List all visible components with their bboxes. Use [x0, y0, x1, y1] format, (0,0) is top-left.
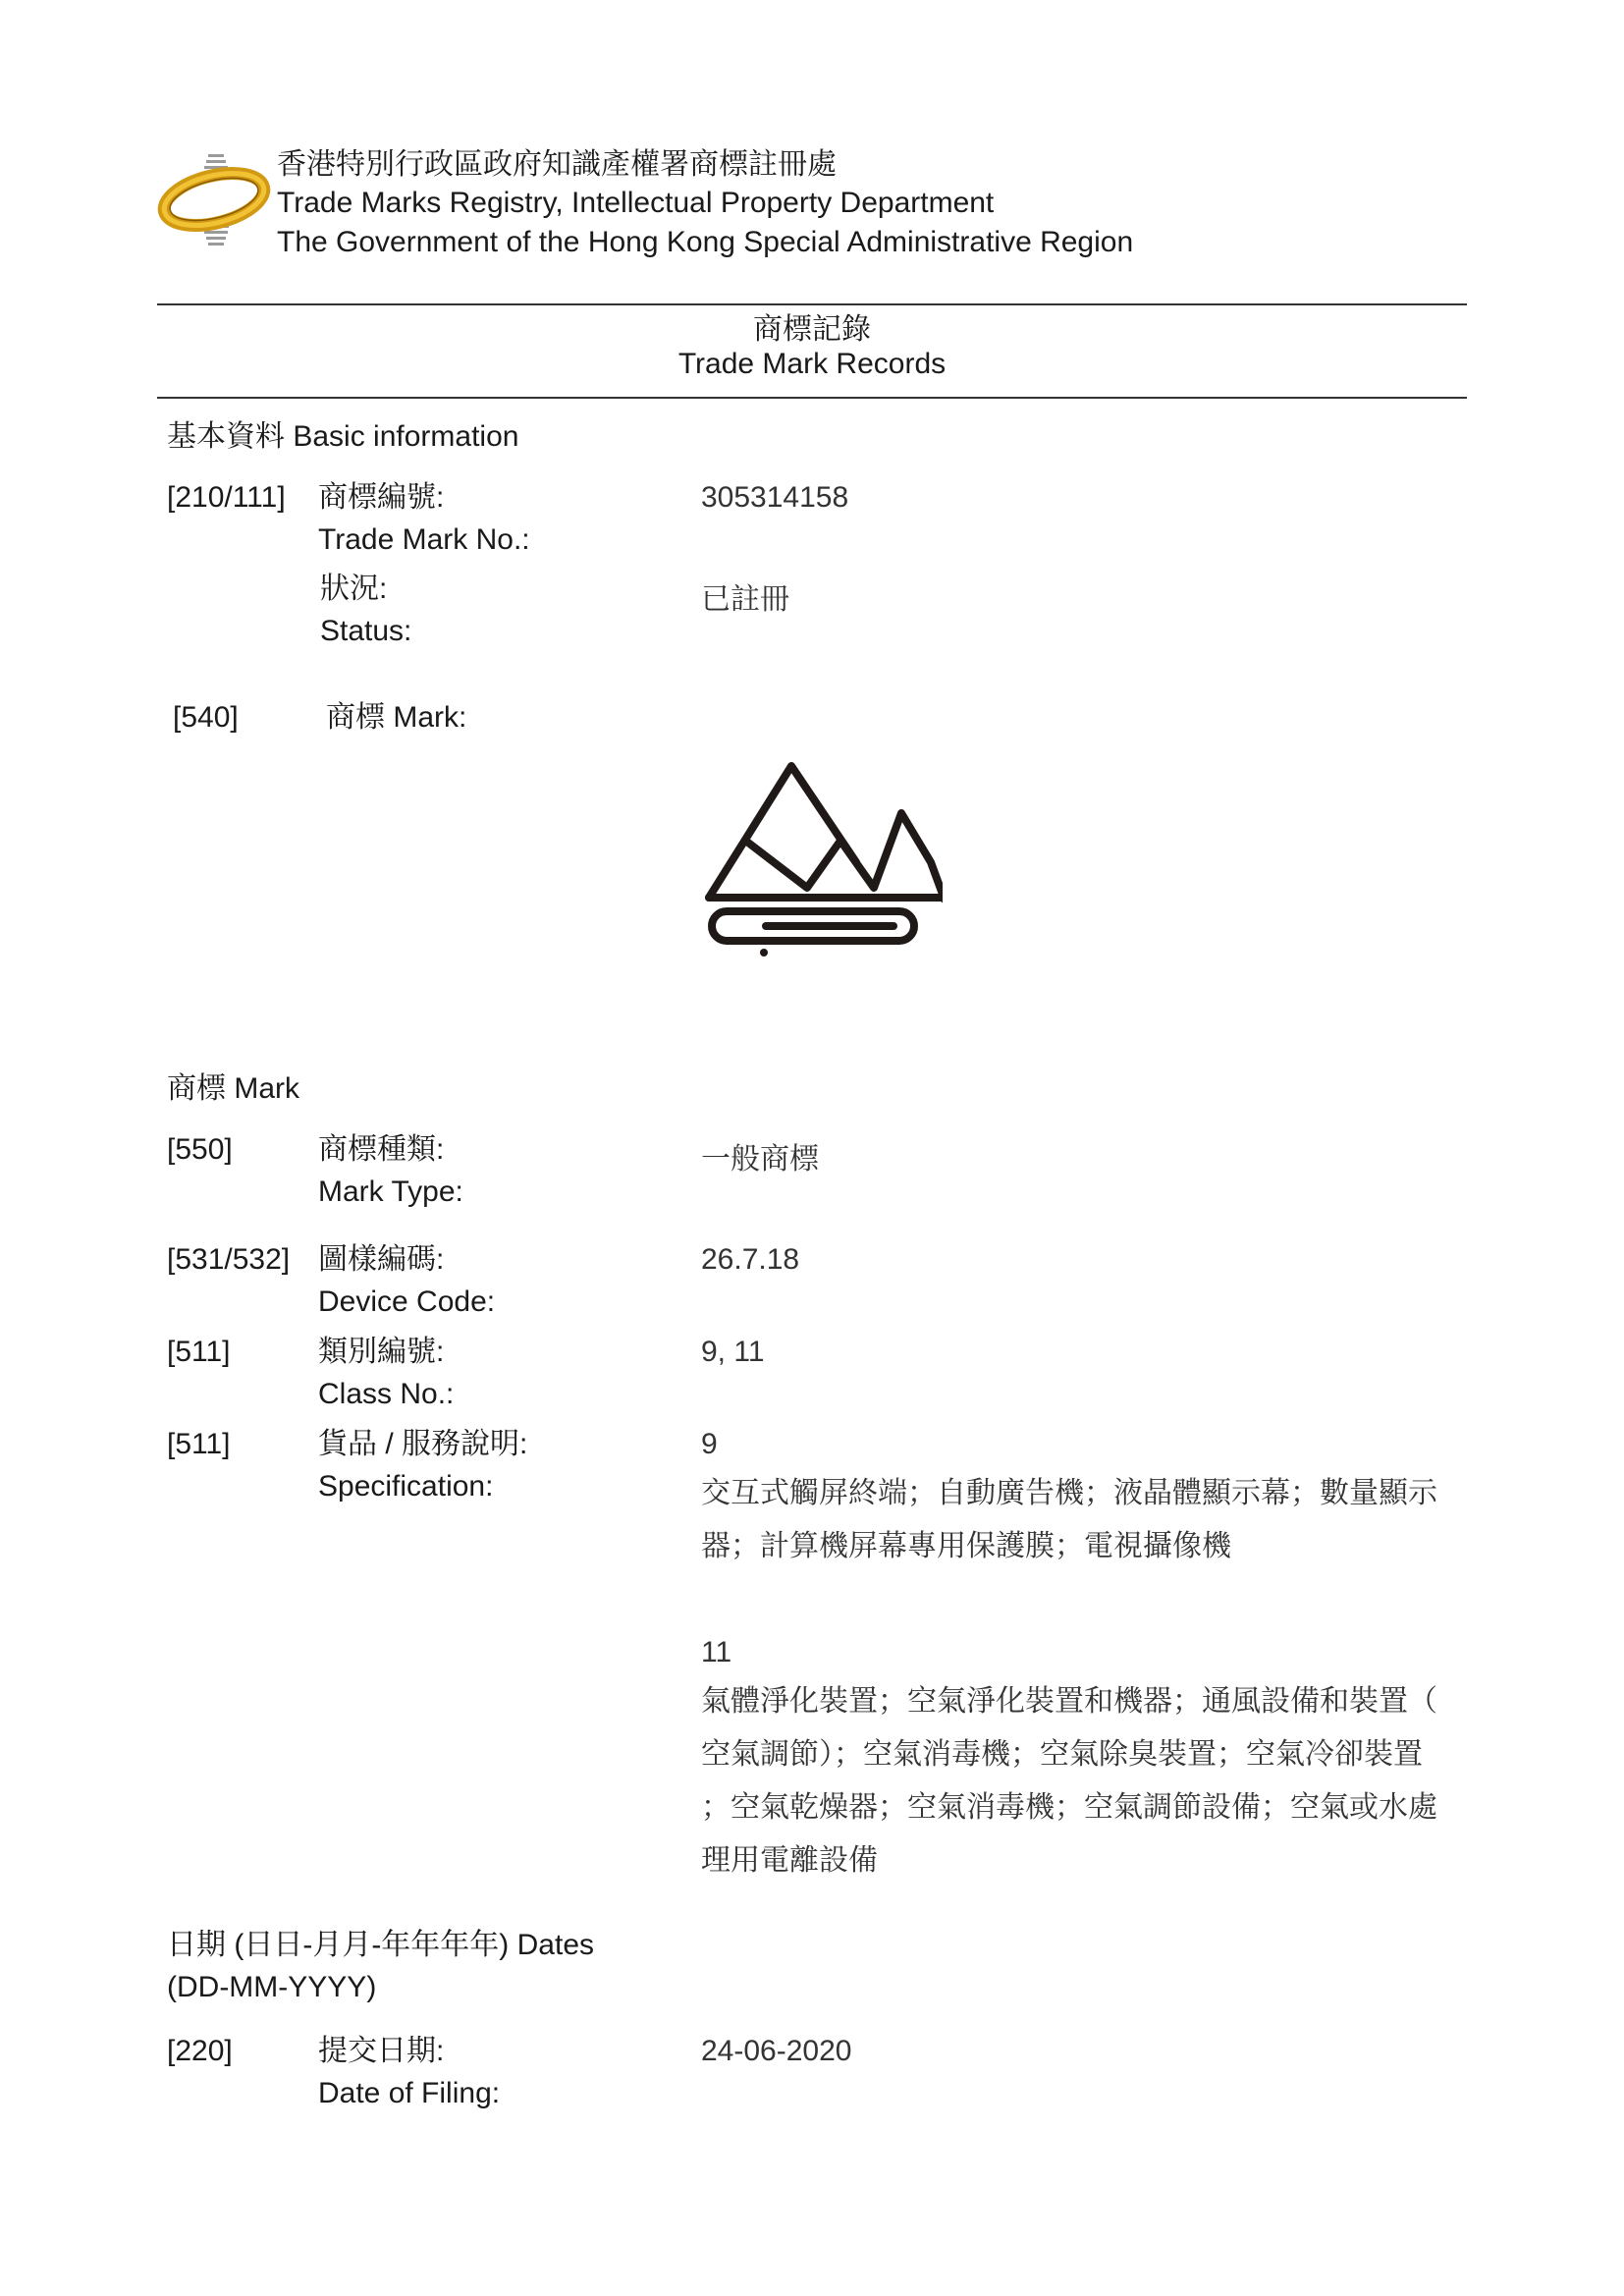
device-code-code: [531/532] [167, 1243, 291, 1276]
section-dates-title-line2: (DD-MM-YYYY) [167, 1971, 377, 2003]
mark-type-code: [550] [167, 1133, 233, 1166]
spec-class-9-line: 器；計算機屏幕專用保護膜；電視攝像機 [701, 1530, 1231, 1562]
trade-mark-no-label [318, 480, 530, 558]
class-no-value: 9, 11 [701, 1336, 765, 1368]
spec-class-9-text [701, 1467, 1467, 1573]
status-label-en: Status: [320, 615, 412, 647]
spec-class-9-line: 交互式觸屏終端；自動廣告機；液晶體顯示幕；數量顯示 [701, 1477, 1437, 1509]
mark-type-value: 一般商標 [701, 1143, 819, 1175]
specification-code: [511] [167, 1428, 231, 1460]
class-no-label-zh: 類別編號: [318, 1336, 445, 1368]
specification-label-en: Specification: [318, 1470, 494, 1503]
mark-label: 商標 Mark: [326, 701, 467, 734]
filing-date-label [318, 2034, 500, 2111]
mark-code: [540] [173, 701, 239, 734]
specification-label [318, 1427, 527, 1504]
filing-date-value: 24-06-2020 [701, 2035, 852, 2067]
spec-class-11-line: ；空氣乾燥器；空氣消毒機；空氣調節設備；空氣或水處 [701, 1791, 1437, 1824]
trade-mark-no-code: [210/111] [167, 481, 286, 514]
device-code-value: 26.7.18 [701, 1243, 800, 1276]
spec-class-11-text [701, 1675, 1467, 1887]
class-no-label-en: Class No.: [318, 1378, 455, 1410]
top-divider [157, 303, 1467, 305]
filing-date-label-en: Date of Filing: [318, 2077, 501, 2109]
trade-mark-no-value: 305314158 [701, 481, 849, 514]
page-title-en: Trade Mark Records [677, 348, 947, 380]
title-divider [157, 397, 1467, 399]
status-label [320, 572, 411, 649]
filing-date-code: [220] [167, 2035, 233, 2067]
spec-class-11-line: 空氣調節）；空氣消毒機；空氣除臭裝置；空氣冷卻裝置 [701, 1738, 1423, 1771]
class-no-code: [511] [167, 1336, 231, 1368]
mark-type-label-en: Mark Type: [318, 1175, 463, 1208]
spec-class-11-number: 11 [701, 1636, 732, 1668]
specification-label-zh: 貨品 / 服務說明: [318, 1428, 528, 1460]
device-code-label-zh: 圖樣編碼: [318, 1243, 445, 1276]
department-name-en: Trade Marks Registry, Intellectual Property Department [277, 187, 995, 219]
status-label-zh: 狀況: [320, 573, 388, 605]
device-code-label [318, 1242, 495, 1320]
trade-mark-no-label-zh: 商標編號: [318, 481, 445, 514]
class-no-label [318, 1335, 454, 1412]
filing-date-label-zh: 提交日期: [318, 2035, 445, 2067]
section-dates [167, 1928, 594, 2005]
page-title-zh: 商標記錄 [753, 313, 871, 346]
section-mark: 商標 Mark [167, 1072, 299, 1105]
spec-class-11-line: 理用電離設備 [701, 1844, 878, 1877]
section-basic-info: 基本資料 Basic information [167, 420, 519, 453]
mountain-logo-mark-icon [697, 752, 943, 968]
department-name-zh: 香港特別行政區政府知識產權署商標註冊處 [277, 148, 837, 181]
spec-class-11-line: 氣體淨化裝置；空氣淨化裝置和機器；通風設備和裝置（ [701, 1685, 1437, 1718]
spec-class-9-number: 9 [701, 1428, 718, 1460]
hkipd-ring-logo-icon [157, 152, 275, 250]
mark-type-label [318, 1132, 463, 1210]
trade-mark-no-label-en: Trade Mark No.: [318, 523, 530, 556]
mark-type-label-zh: 商標種類: [318, 1133, 445, 1166]
status-value: 已註冊 [701, 583, 789, 616]
device-code-label-en: Device Code: [318, 1285, 496, 1318]
government-name-en: The Government of the Hong Kong Special Administrative Region [277, 226, 1134, 258]
section-dates-title-line1: 日期 (日日-月月-年年年年) Dates [167, 1929, 594, 1961]
